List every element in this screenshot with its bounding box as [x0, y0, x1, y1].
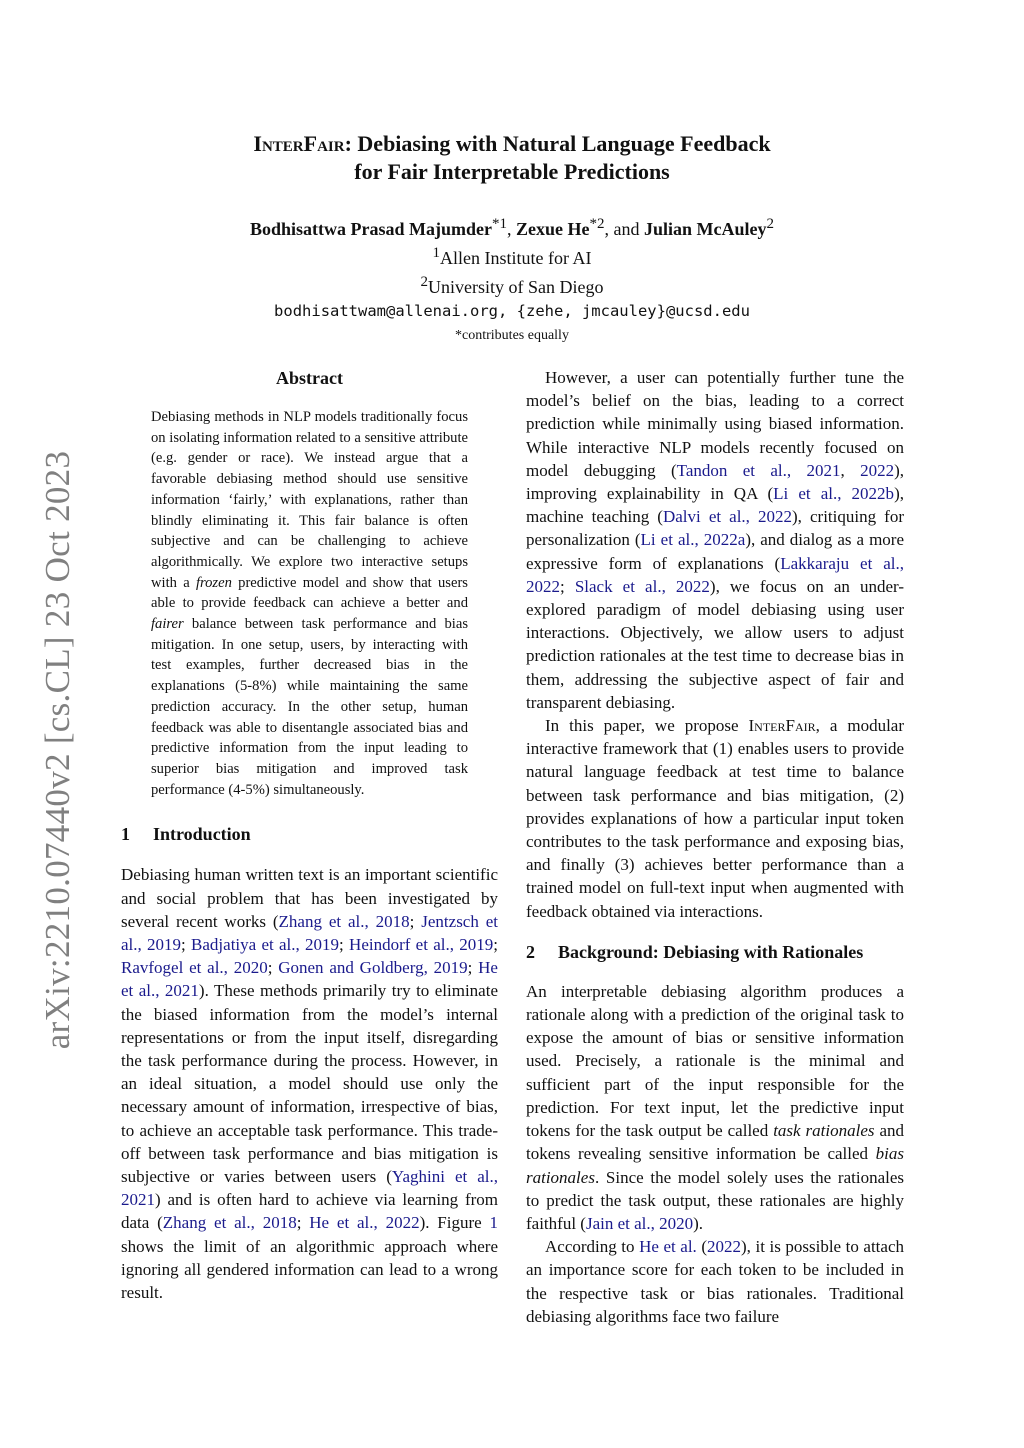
text-span: ; [339, 934, 350, 954]
author-mark: 2 [766, 216, 774, 232]
citation-link[interactable]: 2022 [860, 460, 895, 480]
author-name: Zexue He [515, 219, 590, 239]
text-span: In this paper, we propose [545, 716, 749, 736]
term-emphasis: bias rationales [526, 1144, 904, 1187]
text-span: ), critiquing for personalization ( [526, 507, 904, 550]
author-separator: , and [604, 219, 644, 239]
citation-link[interactable]: Jain et al., 2020 [585, 1213, 694, 1233]
right-column [526, 366, 904, 1328]
text-span: . Since the model solely uses the rationales to predict the task output, these rationales are highly faithful ( [526, 1167, 904, 1233]
figure-reference-link[interactable]: 1 [489, 1213, 499, 1233]
affiliation [112, 241, 912, 270]
text-span: ), we focus on an under-explored paradigm of model debiasing using user interactions. Objectively, we allow users to adjust prediction rationales at the test time to decrease bias in them, addressing the subjective aspect of fair and transparent debiasing. [526, 576, 904, 712]
intro-paragraph-3 [526, 714, 904, 923]
author-name: Julian McAuley [643, 219, 767, 239]
citation-link[interactable]: He et al., 2021 [121, 958, 498, 1001]
citation-link[interactable]: 2022 [707, 1237, 742, 1257]
abstract-emphasis: fairer [151, 616, 184, 633]
author-list [112, 212, 912, 241]
intro-paragraph-1 [121, 863, 498, 1304]
title-system-name: InterFair [253, 131, 345, 156]
author-emails: bodhisattwam@allenai.org, {zehe, jmcauley}@ucsd.edu [274, 302, 750, 320]
text-span: shows the limit of an algorithmic approach where ignoring all gendered information can lead to a wrong result. [121, 1236, 498, 1303]
text-span: According to [545, 1237, 640, 1257]
affiliation [112, 270, 912, 299]
abstract-text: predictive model and show that users able to provide feedback can achieve a better and [151, 574, 468, 612]
text-span: ), machine teaching ( [526, 484, 904, 527]
affiliation-mark: 1 [432, 245, 440, 261]
text-span: Debiasing human written text is an important scientific and social problem that has been investigated by several recent works ( [121, 865, 498, 931]
text-span: , [840, 460, 861, 480]
background-paragraph-1 [526, 980, 904, 1235]
section-number: 1 [121, 824, 130, 845]
abstract-heading: Abstract [276, 368, 343, 388]
citation-link[interactable]: Ravfogel et al., 2020 [121, 958, 268, 978]
affiliation-name: Allen Institute for AI [440, 248, 592, 268]
section-number: 2 [526, 941, 535, 962]
text-span: ) and is often hard to achieve via learning from data ( [121, 1190, 498, 1233]
section-title: Background: Debiasing with Rationales [558, 941, 864, 962]
system-name: InterFair [748, 716, 816, 736]
citation-link[interactable]: Zhang et al., 2018 [162, 1213, 297, 1233]
left-column [121, 366, 498, 1304]
citation-link[interactable]: Badjatiya et al., 2019 [191, 934, 340, 954]
text-span: ; [181, 934, 192, 954]
contribution-note: *contributes equally [455, 328, 569, 343]
text-span: and tokens revealing sensitive information be called [526, 1121, 904, 1164]
text-span: ; [296, 1213, 310, 1233]
citation-link[interactable]: Heindorf et al., 2019 [349, 934, 494, 954]
text-span: ; [409, 911, 422, 931]
citation-link[interactable]: Gonen and Goldberg, 2019 [278, 958, 468, 978]
paper-header [112, 130, 912, 349]
citation-link[interactable]: Dalvi et al., 2022 [662, 507, 793, 527]
title-rest: : Debiasing with Natural Language Feedback [344, 131, 771, 156]
author-name: Bodhisattwa Prasad Majumder [249, 219, 492, 239]
section-title: Introduction [153, 824, 251, 845]
citation-link[interactable]: Yaghini et al., 2021 [121, 1167, 498, 1210]
citation-link[interactable]: Li et al., 2022b [773, 484, 895, 504]
text-span: ), improving explainability in QA ( [526, 460, 905, 504]
section-heading-background [526, 940, 904, 964]
abstract-text: balance between task performance and bias mitigation. In one setup, users, by interacting with test examples, further decreased bias in the explanations (5-8%) while maintaining the same prediction accuracy. In the other setup, human feedback was able to disentangle associated bias and predictive information from the input leading to superior bias mitigation and improved task performance (4-5%) simultaneously. [151, 616, 468, 798]
citation-link[interactable]: Li et al., 2022a [640, 530, 746, 550]
affiliation-mark: 2 [420, 274, 428, 290]
citation-link[interactable]: He et al., 2022 [309, 1213, 420, 1233]
text-span: , a modular interactive framework that (1) enables users to provide natural language feedback at test time to balance between task performance and bias mitigation, (2) provides explanations of how a particular input token contributes to the task performance and exposing bias, and finally (3) achieves better performance than a trained model on full-text input when augmented with feedback obtained via interactions. [526, 716, 904, 921]
text-span: ). These methods primarily try to eliminate the biased information from the model’s internal representations or from the input itself, disregarding the task performance during the process. However, in an ideal situation, a model should use only the necessary amount of information, irrespective of bias, to achieve an acceptable task performance. This trade-off between task performance and bias mitigation is subjective or varies between users ( [121, 981, 498, 1186]
text-span: ; [267, 958, 279, 978]
text-span: ), it is possible to attach an importance score for each token to be included in the respective task or bias rationales. Traditional debiasing algorithms face two failure [526, 1237, 904, 1326]
citation-link[interactable]: Jentzsch et al., 2019 [121, 911, 499, 954]
term-emphasis: task rationales [773, 1121, 875, 1141]
text-span: However, a user can potentially further tune the model’s belief on the bias, leading to a correct prediction while minimally using biased information. While interactive NLP models recently focused on model debugging ( [526, 368, 904, 480]
text-span: ; [560, 576, 575, 596]
citation-link[interactable]: He et al. [639, 1237, 697, 1257]
abstract-emphasis: frozen [195, 574, 232, 591]
citation-link[interactable]: Slack et al., 2022 [574, 576, 710, 596]
author-mark: *1 [491, 216, 507, 232]
text-span: ), and dialog as a more expressive form of explanations ( [526, 530, 905, 573]
intro-paragraph-2 [526, 366, 904, 714]
abstract-body [151, 407, 468, 800]
affiliation-name: University of San Diego [428, 277, 604, 297]
paper-title-line-2: for Fair Interpretable Predictions [354, 159, 670, 184]
section-heading-introduction [121, 822, 498, 846]
citation-link[interactable]: Tandon et al., 2021 [676, 460, 841, 480]
text-span: An interpretable debiasing algorithm produces a rationale along with a prediction of the original task to expose the amount of bias or sensitive information used. Precisely, a rationale is the minimal and sufficient part of the input responsible for the prediction. For text input, let the predictive input tokens for the task output be called [526, 981, 904, 1141]
text-span: ). Figure [419, 1213, 490, 1233]
author-separator: , [506, 219, 516, 239]
text-span: ). [693, 1213, 704, 1233]
paper-title [112, 130, 912, 158]
author-mark: *2 [589, 216, 605, 232]
background-paragraph-2 [526, 1235, 904, 1328]
text-span: ; [493, 934, 498, 954]
arxiv-identifier: arXiv:2210.07440v2 [cs.CL] 23 Oct 2023 [38, 450, 77, 1050]
citation-link[interactable]: Zhang et al., 2018 [278, 911, 410, 931]
abstract-text: Debiasing methods in NLP models traditionally focus on isolating information related to a sensitive attribute (e.g. gender or race). We instead argue that a favorable debiasing method should use sensitive information ‘fairly,’ with explanations, rather than blindly eliminating it. This fair balance is often subjective and can be challenging to achieve algorithmically. We explore two interactive setups with a [151, 409, 468, 591]
text-span: ; [467, 958, 479, 978]
text-span: ( [696, 1237, 708, 1257]
citation-link[interactable]: Lakkaraju et al., 2022 [526, 553, 904, 596]
